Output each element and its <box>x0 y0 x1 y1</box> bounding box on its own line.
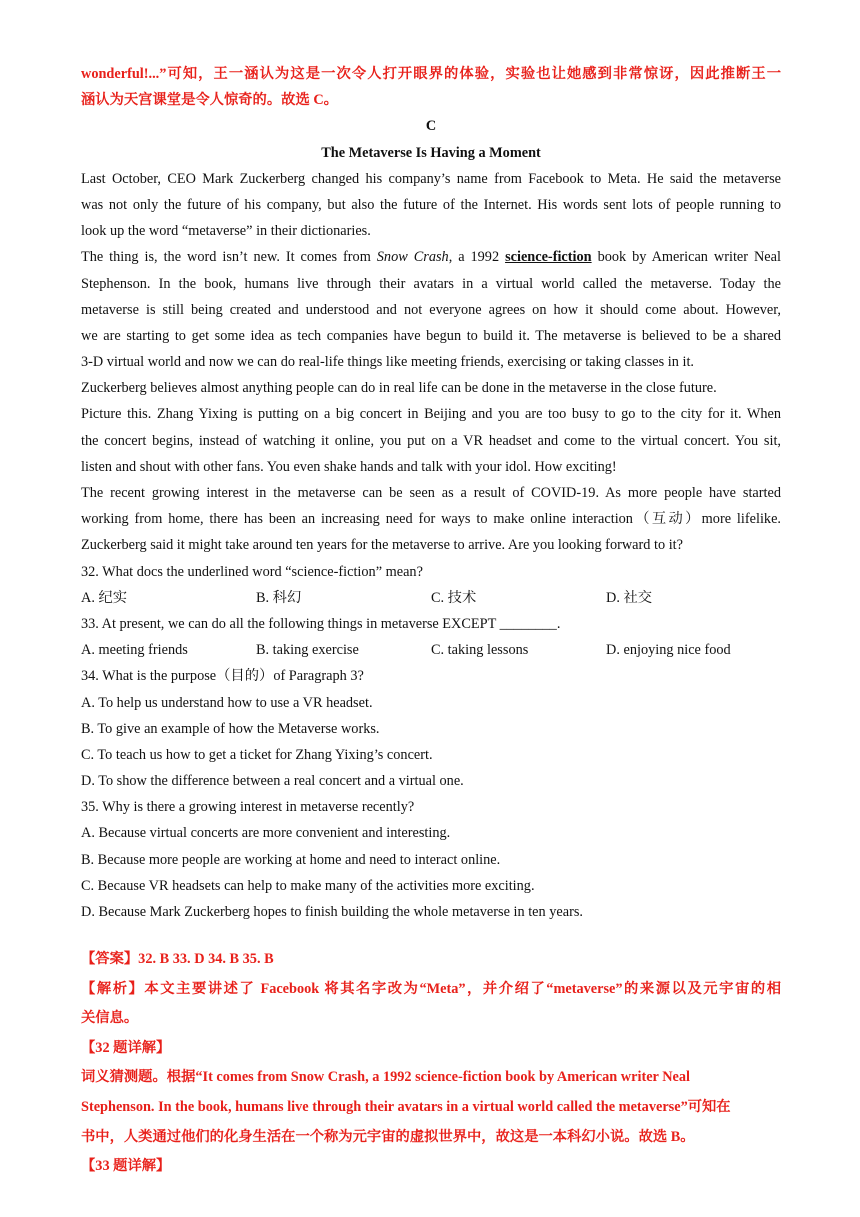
passage-title: The Metaverse Is Having a Moment <box>321 144 541 161</box>
option-b: B. Because more people are working at home and need to interact online. <box>81 851 501 868</box>
q32-heading: 【32 题详解】 <box>81 1039 171 1056</box>
option-a: A. To help us understand how to use a VR headset. <box>81 694 373 711</box>
question-34-stem: 34. What is the purpose（目的）of Paragraph 3? <box>81 668 364 685</box>
passage-line: 3-D virtual world and now we can do real-life things like meeting friends, exercising or taking classes in it. <box>81 354 695 371</box>
answer-line: 【答案】32. B 33. D 34. B 35. B <box>81 951 274 967</box>
intro-line-2: 涵认为天宫课堂是令人惊奇的。故选 C。 <box>81 92 338 109</box>
q32-detail-line: 书中，人类通过他们的化身生活在一个称为元宇宙的虚拟世界中，故这是一本科幻小说。故选 B。 <box>81 1128 695 1145</box>
question-35-stem: 35. Why is there a growing interest in metaverse recently? <box>81 799 415 816</box>
option-c: C. Because VR headsets can help to make many of the activities more exciting. <box>81 877 535 894</box>
option-b: B. To give an example of how the Metaverse works. <box>81 720 380 737</box>
question-33-options <box>81 637 781 663</box>
q32-detail-line: Stephenson. In the book, humans live through their avatars in a virtual world called the metaverse”可知在 <box>81 1098 731 1115</box>
option-d: D. To show the difference between a real concert and a virtual one. <box>81 773 464 790</box>
passage-text: , a 1992 <box>448 249 506 266</box>
option-a: A. meeting friends <box>81 642 188 659</box>
option-d: D. Because Mark Zuckerberg hopes to finish building the whole metaverse in ten years. <box>81 904 583 920</box>
passage-line: we are starting to get some idea as tech companies have begun to build it. The metaverse is believed to be a shared <box>81 327 781 344</box>
question-32-options <box>81 585 781 611</box>
option-c: C. taking lessons <box>431 642 529 659</box>
passage-line: look up the word “metaverse” in their dictionaries. <box>81 223 371 240</box>
answer-section <box>81 945 781 1182</box>
passage-line: Picture this. Zhang Yixing is putting on a big concert in Beijing and you are too busy to go to the city for it. When <box>81 406 781 423</box>
passage-line: listen and shout with other fans. You even shake hands and talk with your idol. How exciting! <box>81 458 617 475</box>
underlined-word: science-fiction <box>505 249 592 266</box>
passage-line: working from home, there has been an increasing need for ways to make online interaction（互动）more lifelike. <box>81 511 781 528</box>
q33-heading: 【33 题详解】 <box>81 1158 171 1175</box>
option-d: D. 社交 <box>606 589 653 606</box>
passage-text: The thing is, the word isn’t new. It comes from <box>81 249 377 266</box>
passage-line: Zuckerberg said it might take around ten years for the metaverse to arrive. Are you looking forward to it? <box>81 537 683 554</box>
passage-line: was not only the future of his company, but also the future of the Internet. His words sent lots of people running to <box>81 196 781 213</box>
book-title: Snow Crash <box>376 249 449 266</box>
intro-line-1: wonderful!...”可知，王一涵认为这是一次令人打开眼界的体验，实验也让她感到非常惊讶，因此推断王一 <box>81 66 781 82</box>
analysis-line-1: 【解析】本文主要讲述了 Facebook 将其名字改为“Meta”，并介绍了“metaverse”的来源以及元宇宙的相 <box>81 980 781 997</box>
question-32-stem: 32. What docs the underlined word “science-fiction” mean? <box>81 563 423 580</box>
passage-line: the concert begins, instead of watching it online, you put on a VR headset and come to the virtual concert. You sit, <box>81 432 781 449</box>
passage-line: The recent growing interest in the metaverse can be seen as a result of COVID-19. As more people have started <box>81 485 781 501</box>
option-b: B. taking exercise <box>256 642 359 659</box>
analysis-line-2: 关信息。 <box>81 1010 139 1027</box>
option-a: A. Because virtual concerts are more convenient and interesting. <box>81 825 451 842</box>
option-c: C. To teach us how to get a ticket for Zhang Yixing’s concert. <box>81 746 433 763</box>
section-label: C <box>425 118 437 135</box>
page-content <box>81 61 781 925</box>
passage-text: book by American writer Neal <box>591 249 781 266</box>
option-a: A. 纪实 <box>81 589 128 606</box>
passage-line: Zuckerberg believes almost anything people can do in real life can be done in the metaverse in the close future. <box>81 380 717 397</box>
q32-detail-line: 词义猜测题。根据“It comes from Snow Crash, a 1992 science-fiction book by American writer Neal <box>81 1069 691 1086</box>
option-c: C. 技术 <box>431 589 477 606</box>
passage-line: metaverse is still being created and understood and not everyone agrees on how it should come about. However, <box>81 301 781 318</box>
passage-line: Stephenson. In the book, humans live through their avatars in a virtual world called the metaverse. Today the <box>81 275 781 292</box>
question-33-stem: 33. At present, we can do all the following things in metaverse EXCEPT ________. <box>81 615 561 632</box>
passage-line <box>81 244 781 270</box>
option-d: D. enjoying nice food <box>606 642 731 659</box>
passage-line: Last October, CEO Mark Zuckerberg changed his company’s name from Facebook to Meta. He said the metaverse <box>81 170 781 187</box>
option-b: B. 科幻 <box>256 589 302 606</box>
